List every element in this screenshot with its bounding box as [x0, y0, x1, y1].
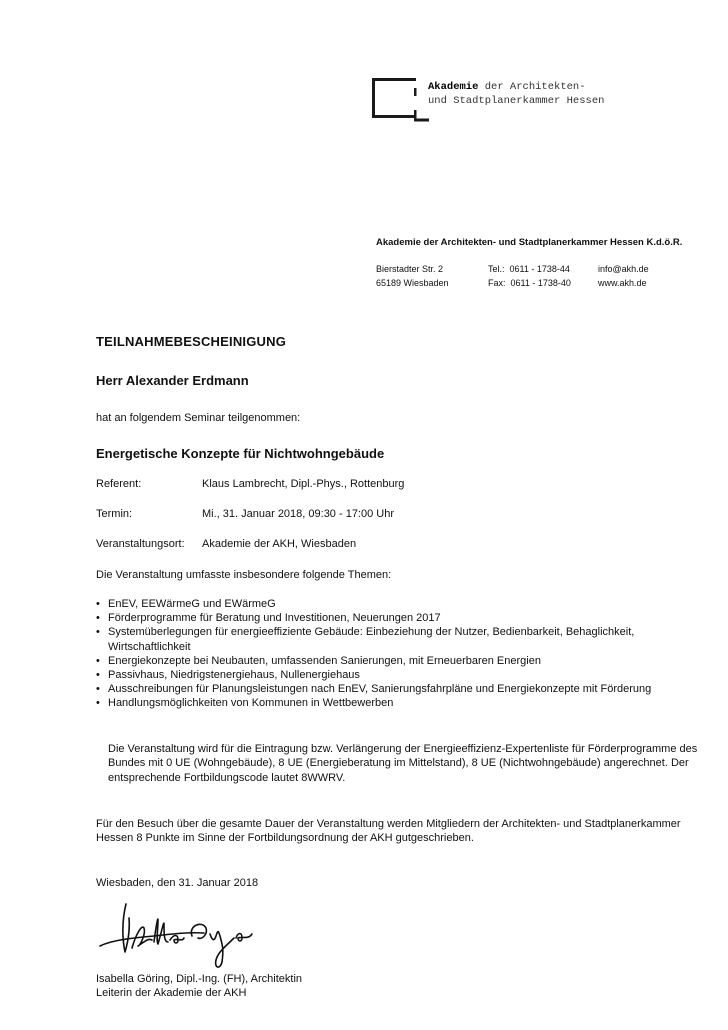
points-note: Für den Besuch über die gesamte Dauer der Veranstaltung werden Mitgliedern der Architekten- und Stadtplanerkammer Hessen 8 Punkte im Sinne der Fortbildungsordnung der AKH gutgeschrieben. — [96, 818, 681, 845]
participation-intro: hat an folgendem Seminar teilgenommen: — [96, 412, 301, 424]
list-item — [96, 696, 696, 710]
referent-value: Klaus Lambrecht, Dipl.-Phys., Rottenburg — [202, 478, 405, 490]
address-phone — [488, 262, 571, 290]
logo-wordmark — [428, 80, 604, 108]
list-item — [96, 597, 696, 611]
list-item — [96, 611, 696, 625]
address-email: info@akh.de — [598, 264, 649, 274]
address-organization: Akademie der Architekten- und Stadtplanerkammer Hessen K.d.ö.R. — [376, 237, 683, 248]
topic-text: Energiekonzepte bei Neubauten, umfassenden Sanierungen, mit Erneuerbaren Energien — [108, 654, 541, 667]
address-city: 65189 Wiesbaden — [376, 278, 449, 288]
bullet-icon: • — [96, 683, 100, 696]
bullet-icon: • — [96, 697, 100, 710]
logo-frame — [372, 78, 416, 118]
address-online — [598, 262, 649, 290]
termin-value: Mi., 31. Januar 2018, 09:30 - 17:00 Uhr — [202, 508, 395, 520]
topic-text: Förderprogramme für Beratung und Investitionen, Neuerungen 2017 — [108, 612, 441, 625]
signer-block — [96, 972, 302, 1000]
signature-icon — [92, 890, 270, 976]
topic-text: EnEV, EEWärmeG und EWärmeG — [108, 598, 276, 610]
address-postal — [376, 262, 449, 290]
list-item — [96, 625, 696, 653]
signer-name: Isabella Göring, Dipl.-Ing. (FH), Architektin — [96, 973, 303, 985]
bullet-icon: • — [96, 612, 100, 625]
topic-text: Handlungsmöglichkeiten von Kommunen in Wettbewerben — [108, 697, 394, 710]
logo-line1-rest: der Architekten- — [478, 81, 586, 93]
logo-line2: und Stadtplanerkammer Hessen — [428, 95, 605, 107]
topic-text: Ausschreibungen für Planungsleistungen nach EnEV, Sanierungsfahrpläne und Energiekonzepte mit Förderung — [108, 683, 652, 696]
bullet-icon: • — [96, 654, 100, 667]
logo-line1-bold: Akademie — [428, 81, 479, 93]
venue-value: Akademie der AKH, Wiesbaden — [202, 538, 357, 550]
place-date: Wiesbaden, den 31. Januar 2018 — [96, 877, 259, 889]
topic-text: Systemüberlegungen für energieeffiziente Gebäude: Einbeziehung der Nutzer, Bedienbarkeit, Behaglichkeit, Wirtschaftlichkeit — [108, 626, 635, 653]
topic-text: Passivhaus, Niedrigstenergiehaus, Nullenergiehaus — [108, 669, 360, 682]
bullet-icon: • — [96, 598, 100, 610]
list-item — [96, 668, 696, 682]
termin-label: Termin: — [96, 508, 133, 520]
signer-role: Leiterin der Akademie der AKH — [96, 987, 247, 1000]
themes-intro: Die Veranstaltung umfasste insbesondere folgende Themen: — [96, 569, 392, 581]
referent-label: Referent: — [96, 478, 142, 490]
expert-list-note: Die Veranstaltung wird für die Eintragung bzw. Verlängerung der Energieeffizienz-Expertenliste für Förderprogramme des Bundes mit 0 UE (Wohngebäude), 8 UE (Energieberatung im Mittelstand), 8 UE (Nichtwohngebäude) angerechnet. Der entsprechende Fortbildungscode lautet 8WWRV. — [108, 743, 698, 784]
bullet-icon: • — [96, 626, 100, 639]
certificate-title: TEILNAHMEBESCHEINIGUNG — [96, 334, 287, 349]
topics-list — [96, 597, 696, 711]
list-item — [96, 682, 696, 696]
address-fax: Fax: 0611 - 1738-40 — [488, 278, 571, 288]
list-item — [96, 654, 696, 668]
participant-name: Herr Alexander Erdmann — [96, 373, 249, 388]
venue-label: Veranstaltungsort: — [96, 538, 185, 550]
seminar-title: Energetische Konzepte für Nichtwohngebäude — [96, 446, 385, 461]
address-web: www.akh.de — [598, 278, 647, 288]
bullet-icon: • — [96, 669, 100, 682]
address-tel: Tel.: 0611 - 1738-44 — [488, 264, 570, 274]
address-street: Bierstadter Str. 2 — [376, 264, 444, 274]
